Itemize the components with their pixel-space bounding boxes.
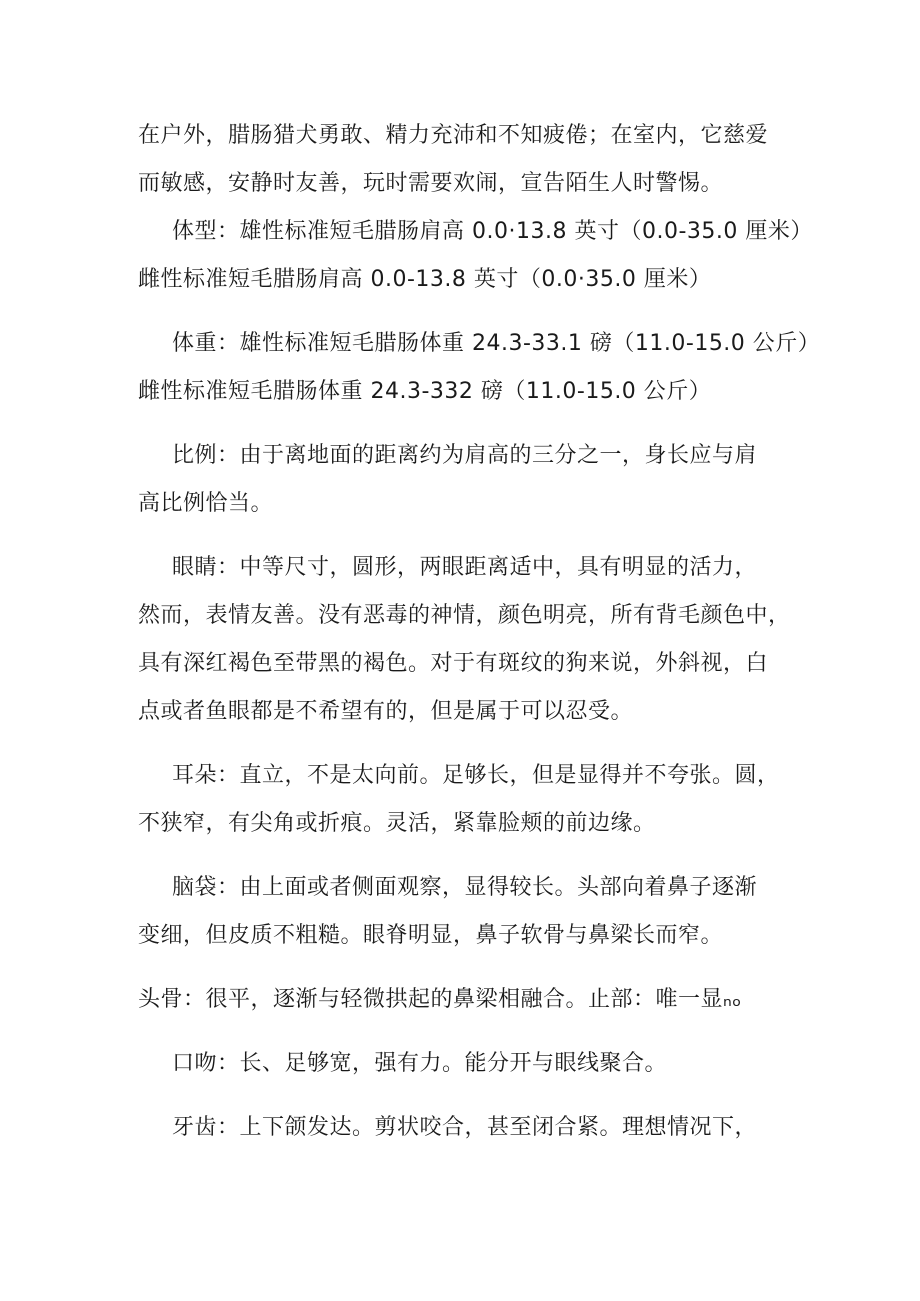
text-line-5: 体重：雄性标准短毛腊肠体重 24.3-33.1 磅（11.0-15.0 公斤） xyxy=(172,331,821,356)
text-line-15: 脑袋：由上面或者侧面观察，显得较长。头部向着鼻子逐渐 xyxy=(172,875,758,900)
text-line-4: 雌性标准短毛腊肠肩高 0.0-13.8 英寸（0.0·35.0 厘米） xyxy=(138,267,712,292)
text-line-6: 雌性标准短毛腊肠体重 24.3-332 磅（11.0-15.0 公斤） xyxy=(138,379,712,404)
text-line-10: 然而，表情友善。没有恶毒的神情，颜色明亮，所有背毛颜色中， xyxy=(138,603,791,628)
text-line-9: 眼睛：中等尺寸，圆形，两眼距离适中，具有明显的活力， xyxy=(172,555,758,580)
text-line-1: 在户外，腊肠猎犬勇敢、精力充沛和不知疲倦；在室内，它慈爱 xyxy=(138,123,769,148)
text-line-3: 体型：雄性标准短毛腊肠肩高 0.0·13.8 英寸（0.0-35.0 厘米） xyxy=(172,219,813,244)
text-line-13: 耳朵：直立，不是太向前。足够长，但是显得并不夸张。圆， xyxy=(172,763,780,788)
text-line-16: 变细，但皮质不粗糙。眼脊明显，鼻子软骨与鼻梁长而窄。 xyxy=(138,923,724,948)
text-line-2: 而敏感，安静时友善，玩时需要欢闹，宣告陌生人时警惕。 xyxy=(138,171,724,196)
text-line-18: 口吻：长、足够宽，强有力。能分开与眼线聚合。 xyxy=(172,1051,668,1076)
text-line-17: 头骨：很平，逐渐与轻微拱起的鼻梁相融合。止部：唯一显ₙₒ xyxy=(138,987,742,1012)
text-line-8: 高比例恰当。 xyxy=(138,491,274,516)
text-line-14: 不狭窄，有尖角或折痕。灵活，紧靠脸颊的前边缘。 xyxy=(138,811,656,836)
text-line-11: 具有深红褐色至带黑的褐色。对于有斑纹的狗来说，外斜视，白 xyxy=(138,651,769,676)
text-line-12: 点或者鱼眼都是不希望有的，但是属于可以忍受。 xyxy=(138,699,634,724)
text-line-7: 比例：由于离地面的距离约为肩高的三分之一，身长应与肩 xyxy=(172,443,758,468)
text-line-19: 牙齿：上下颌发达。剪状咬合，甚至闭合紧。理想情况下， xyxy=(172,1115,758,1140)
